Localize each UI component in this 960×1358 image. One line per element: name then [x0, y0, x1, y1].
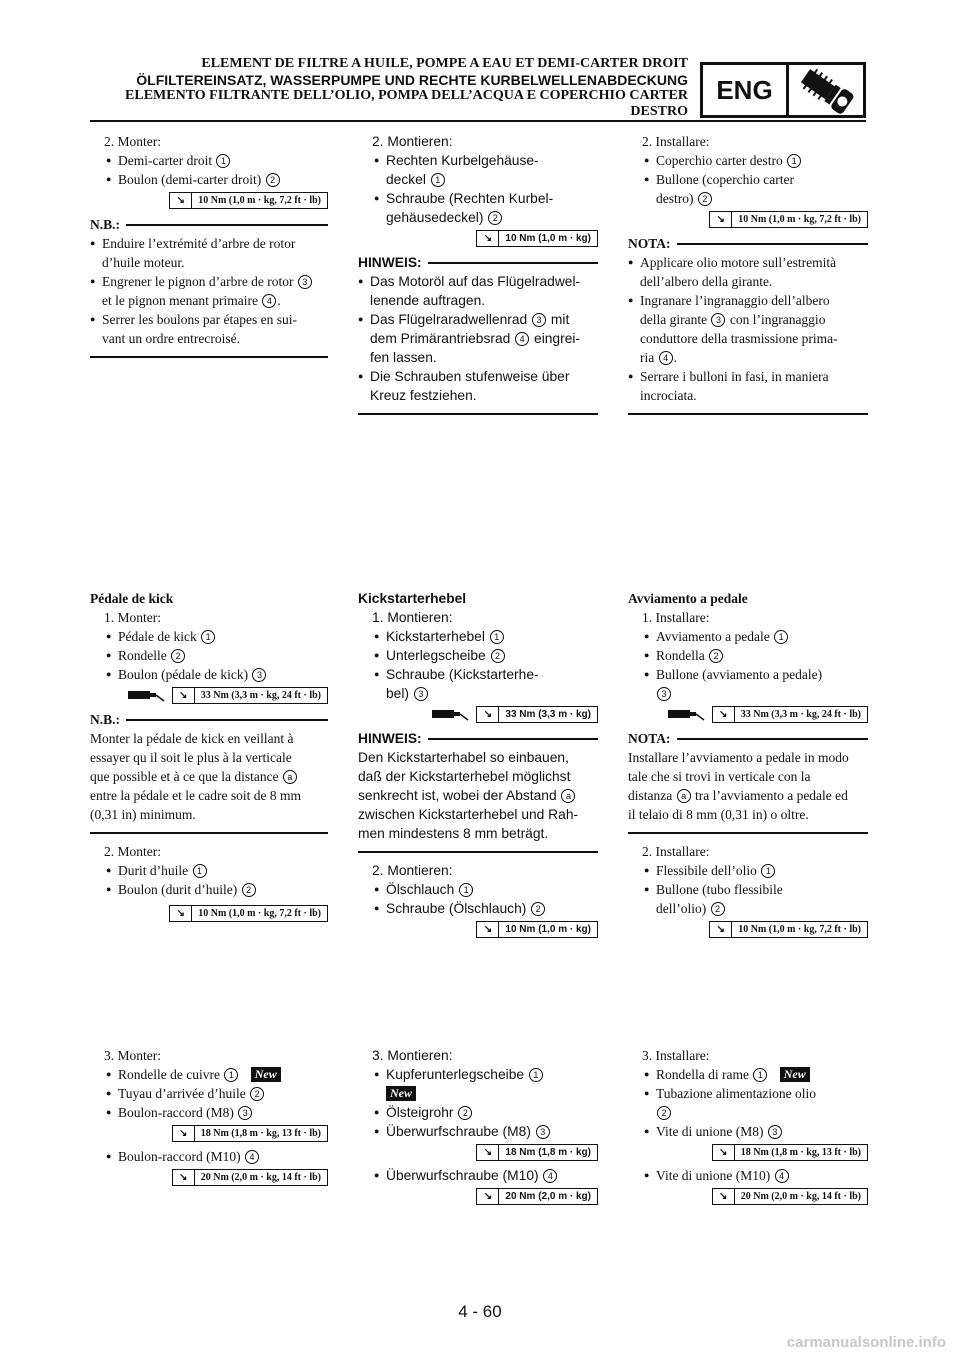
torque-spec	[90, 905, 328, 922]
torque-spec	[358, 230, 598, 247]
torque-spec	[628, 706, 868, 723]
note-rule	[358, 851, 598, 853]
note-item: ● Die Schrauben stufenweise über Kreuz festziehen.	[358, 367, 598, 405]
torque-value: 33 Nm (3,3 m · kg, 24 ft · lb)	[200, 690, 321, 701]
step: 2. Installare:	[642, 134, 710, 149]
fr-kickstarter-block	[90, 589, 328, 927]
step: 2. Monter:	[104, 844, 161, 859]
note-text: Installare l’avviamento a pedale in modo tale che si trovi in verticale con la distanza a tra l’avviamento a pedale ed il telaio di 8 mm (0,31 in) o oltre.	[628, 750, 849, 822]
list-item: ● Bullone (avviamento a pedale) 3	[628, 665, 868, 703]
torque-spec	[358, 921, 598, 938]
list-item: ● Ölsteigrohr 2	[358, 1103, 598, 1122]
it-right-crankcase-block	[628, 132, 868, 423]
torque-value: 20 Nm (2,0 m · kg, 14 ft · lb)	[200, 1172, 321, 1183]
note-heading: HINWEIS:	[358, 253, 598, 272]
torque-value: 10 Nm (1,0 m · kg)	[505, 233, 591, 244]
note-rule	[628, 832, 868, 834]
page-header	[48, 56, 688, 120]
callout-2: 2	[266, 173, 280, 187]
list-item: ● Boulon (durit d’huile) 2	[90, 880, 328, 899]
de-kickstarter-block	[358, 589, 598, 943]
torque-spec	[358, 1188, 598, 1205]
header-rule	[90, 120, 866, 122]
section-title: Pédale de kick	[90, 591, 174, 606]
torque-spec	[628, 1144, 868, 1161]
torque-value: 20 Nm (2,0 m · kg)	[505, 1191, 591, 1202]
it-kickstarter-block	[628, 589, 868, 943]
step: 3. Monter:	[104, 1048, 161, 1063]
wrench-icon: ↘	[710, 922, 732, 937]
torque-value: 18 Nm (1,8 m · kg)	[505, 1147, 591, 1158]
callout-a: a	[283, 770, 297, 784]
note-heading: NOTA:	[628, 729, 868, 748]
watermark: carmanualsonline.info	[786, 1334, 946, 1351]
de-right-crankcase-block	[358, 132, 598, 423]
note-item: ● Applicare olio motore sull’estremità dell’albero della girante.	[628, 253, 868, 291]
list-item: ● Vite di unione (M8) 3	[628, 1122, 868, 1141]
list-item: ● Bullone (coperchio carter destro) 2	[628, 170, 868, 208]
list-item: ● Kupferunterlegscheibe 1 New	[358, 1065, 598, 1103]
step: 2. Montieren:	[372, 134, 453, 149]
list-item: ● Avviamento a pedale 1	[628, 627, 868, 646]
list-item: ● Überwurfschraube (M10) 4	[358, 1166, 598, 1185]
list-item: ● Tubazione alimentazione olio 2	[628, 1084, 868, 1122]
de-oil-delivery-block	[358, 1046, 598, 1210]
locktite-icon	[126, 687, 166, 704]
list-item: ● Tuyau d’arrivée d’huile 2	[90, 1084, 328, 1103]
it-oil-delivery-block	[628, 1046, 868, 1210]
torque-spec	[90, 687, 328, 704]
wrench-icon: ↘	[173, 1126, 195, 1141]
list-item: ● Rondella di rame 1 New	[628, 1065, 868, 1084]
section-title: Avviamento a pedale	[628, 591, 748, 606]
wrench-icon: ↘	[477, 922, 499, 937]
locktite-icon	[430, 706, 470, 723]
list-item: ● Rondelle de cuivre 1 New	[90, 1065, 328, 1084]
torque-value: 10 Nm (1,0 m · kg, 7,2 ft · lb)	[738, 924, 861, 935]
note-item: ● Das Flügelraradwellenrad 3 mit dem Primärantriebsrad 4 eingrei- fen lassen.	[358, 310, 598, 367]
list-item: ● Coperchio carter destro 1	[628, 151, 868, 170]
note-item: ● Engrener le pignon d’arbre de rotor 3 et le pignon menant primaire 4 .	[90, 272, 328, 310]
list-item: ● Vite di unione (M10) 4	[628, 1166, 868, 1185]
fr-right-crankcase-block	[90, 132, 328, 366]
header-title-fr: ELEMENT DE FILTRE A HUILE, POMPE A EAU ET DEMI-CARTER DROIT	[201, 56, 688, 71]
wrench-icon: ↘	[170, 906, 192, 921]
list-item: ● Ölschlauch 1	[358, 880, 598, 899]
new-part-badge: New	[386, 1086, 416, 1101]
note-rule	[358, 413, 598, 415]
note-rule	[628, 413, 868, 415]
callout-1: 1	[216, 154, 230, 168]
note-text: Den Kickstarterhabel so einbauen, daß der Kickstarterhebel möglichst senkrecht ist, wobei der Abstand a zwischen Kickstarterhebel und Rah- men mindestens 8 mm beträgt.	[358, 750, 579, 841]
step: 2. Installare:	[642, 844, 710, 859]
torque-spec	[628, 1188, 868, 1205]
wrench-icon: ↘	[477, 1189, 499, 1204]
list-item: ● Rondelle 2	[90, 646, 328, 665]
note-heading: N.B.:	[90, 710, 328, 729]
torque-spec	[358, 1144, 598, 1161]
list-item: ● Kickstarterhebel 1	[358, 627, 598, 646]
list-item: ● Unterlegscheibe 2	[358, 646, 598, 665]
torque-value: 18 Nm (1,8 m · kg, 13 ft · lb)	[740, 1147, 861, 1158]
torque-value: 18 Nm (1,8 m · kg, 13 ft · lb)	[200, 1128, 321, 1139]
torque-spec	[90, 1125, 328, 1142]
torque-spec	[628, 211, 868, 228]
wrench-icon: ↘	[477, 231, 499, 246]
list-item: ● Bullone (tubo flessibile dell’olio) 2	[628, 880, 868, 918]
note-heading: NOTA:	[628, 234, 868, 253]
torque-spec	[90, 1169, 328, 1186]
torque-value: 10 Nm (1,0 m · kg, 7,2 ft · lb)	[198, 195, 321, 206]
torque-spec	[628, 921, 868, 938]
new-part-badge: New	[251, 1067, 281, 1082]
list-item: ● Flessibile dell’olio 1	[628, 861, 868, 880]
eng-badge	[700, 62, 866, 118]
note-item: ● Ingranare l’ingranaggio dell’albero della girante 3 con l’ingranaggio conduttore della trasmissione prima- ria 4 .	[628, 291, 868, 367]
wrench-icon: ↘	[170, 193, 192, 208]
torque-value: 33 Nm (3,3 m · kg, 24 ft · lb)	[740, 709, 861, 720]
torque-spec	[90, 192, 328, 209]
wrench-icon: ↘	[173, 1170, 195, 1185]
wrench-icon: ↘	[713, 1145, 735, 1160]
step: 2. Montieren:	[372, 863, 453, 878]
locktite-icon	[666, 706, 706, 723]
step: 3. Installare:	[642, 1048, 710, 1063]
wrench-icon: ↘	[477, 1145, 499, 1160]
note-text: Monter la pédale de kick en veillant à essayer qu il soit le plus à la verticale que possible et à ce que la distance a entre la pédale et le cadre soit de 8 mm (0,31 in) minimum.	[90, 731, 302, 822]
step: 1. Monter:	[104, 610, 161, 625]
header-title-de: ÖLFILTEREINSATZ, WASSERPUMPE UND RECHTE KURBELWELLENABDECKUNG	[136, 72, 688, 88]
note-rule	[90, 356, 328, 358]
wrench-icon: ↘	[713, 1189, 735, 1204]
wrench-icon: ↘	[173, 688, 195, 703]
list-item: ● Boulon-raccord (M8) 3	[90, 1103, 328, 1122]
note-heading: HINWEIS:	[358, 729, 598, 748]
note-item: ● Serrer les boulons par étapes en sui- vant un ordre entrecroisé.	[90, 310, 328, 348]
page-number: 4 - 60	[458, 1302, 502, 1321]
step: 1. Installare:	[642, 610, 710, 625]
step: 3. Montieren:	[372, 1048, 453, 1063]
note-heading: N.B.:	[90, 215, 328, 234]
wrench-icon: ↘	[713, 707, 735, 722]
section-title: Kickstarterhebel	[358, 591, 467, 606]
list-item: ● Schraube (Rechten Kurbel- gehäusedeckel) 2	[358, 189, 598, 227]
wrench-icon: ↘	[710, 212, 732, 227]
torque-value: 33 Nm (3,3 m · kg)	[505, 709, 591, 720]
list-item: ● Überwurfschraube (M8) 3	[358, 1122, 598, 1141]
torque-value: 20 Nm (2,0 m · kg, 14 ft · lb)	[740, 1191, 861, 1202]
header-title-it-cont: DESTRO	[630, 104, 688, 119]
list-item: ● Schraube (Kickstarterhe- bel) 3	[358, 665, 598, 703]
list-item: ● Rondella 2	[628, 646, 868, 665]
list-item: ● Rechten Kurbelgehäuse- deckel 1	[358, 151, 598, 189]
note-item: ● Serrare i bulloni in fasi, in maniera incrociata.	[628, 367, 868, 405]
list-item: ● Pédale de kick 1	[90, 627, 328, 646]
note-rule	[90, 832, 328, 834]
torque-spec	[358, 706, 598, 723]
fr-oil-delivery-block	[90, 1046, 328, 1191]
list-item: ● Boulon-raccord (M10) 4	[90, 1147, 328, 1166]
list-item: ● Durit d’huile 1	[90, 861, 328, 880]
engine-icon	[789, 65, 863, 115]
step: 2. Monter:	[104, 134, 161, 149]
wrench-icon: ↘	[477, 707, 499, 722]
list-item: ● Boulon (demi-carter droit) 2	[90, 170, 328, 189]
torque-value: 10 Nm (1,0 m · kg)	[505, 924, 591, 935]
note-item: ● Das Motoröl auf das Flügelradwel- lenende auftragen.	[358, 272, 598, 310]
list-item: ● Schraube (Ölschlauch) 2	[358, 899, 598, 918]
new-part-badge: New	[780, 1067, 810, 1082]
step: 1. Montieren:	[372, 610, 453, 625]
note-item: ● Enduire l’extrémité d’arbre de rotor d’huile moteur.	[90, 234, 328, 272]
torque-value: 10 Nm (1,0 m · kg, 7,2 ft · lb)	[198, 908, 321, 919]
list-item: ● Demi-carter droit 1	[90, 151, 328, 170]
list-item: ● Boulon (pédale de kick) 3	[90, 665, 328, 684]
torque-value: 10 Nm (1,0 m · kg, 7,2 ft · lb)	[738, 214, 861, 225]
header-title-it: ELEMENTO FILTRANTE DELL’OLIO, POMPA DELL’ACQUA E COPERCHIO CARTER	[125, 88, 688, 103]
eng-label: ENG	[703, 65, 789, 115]
